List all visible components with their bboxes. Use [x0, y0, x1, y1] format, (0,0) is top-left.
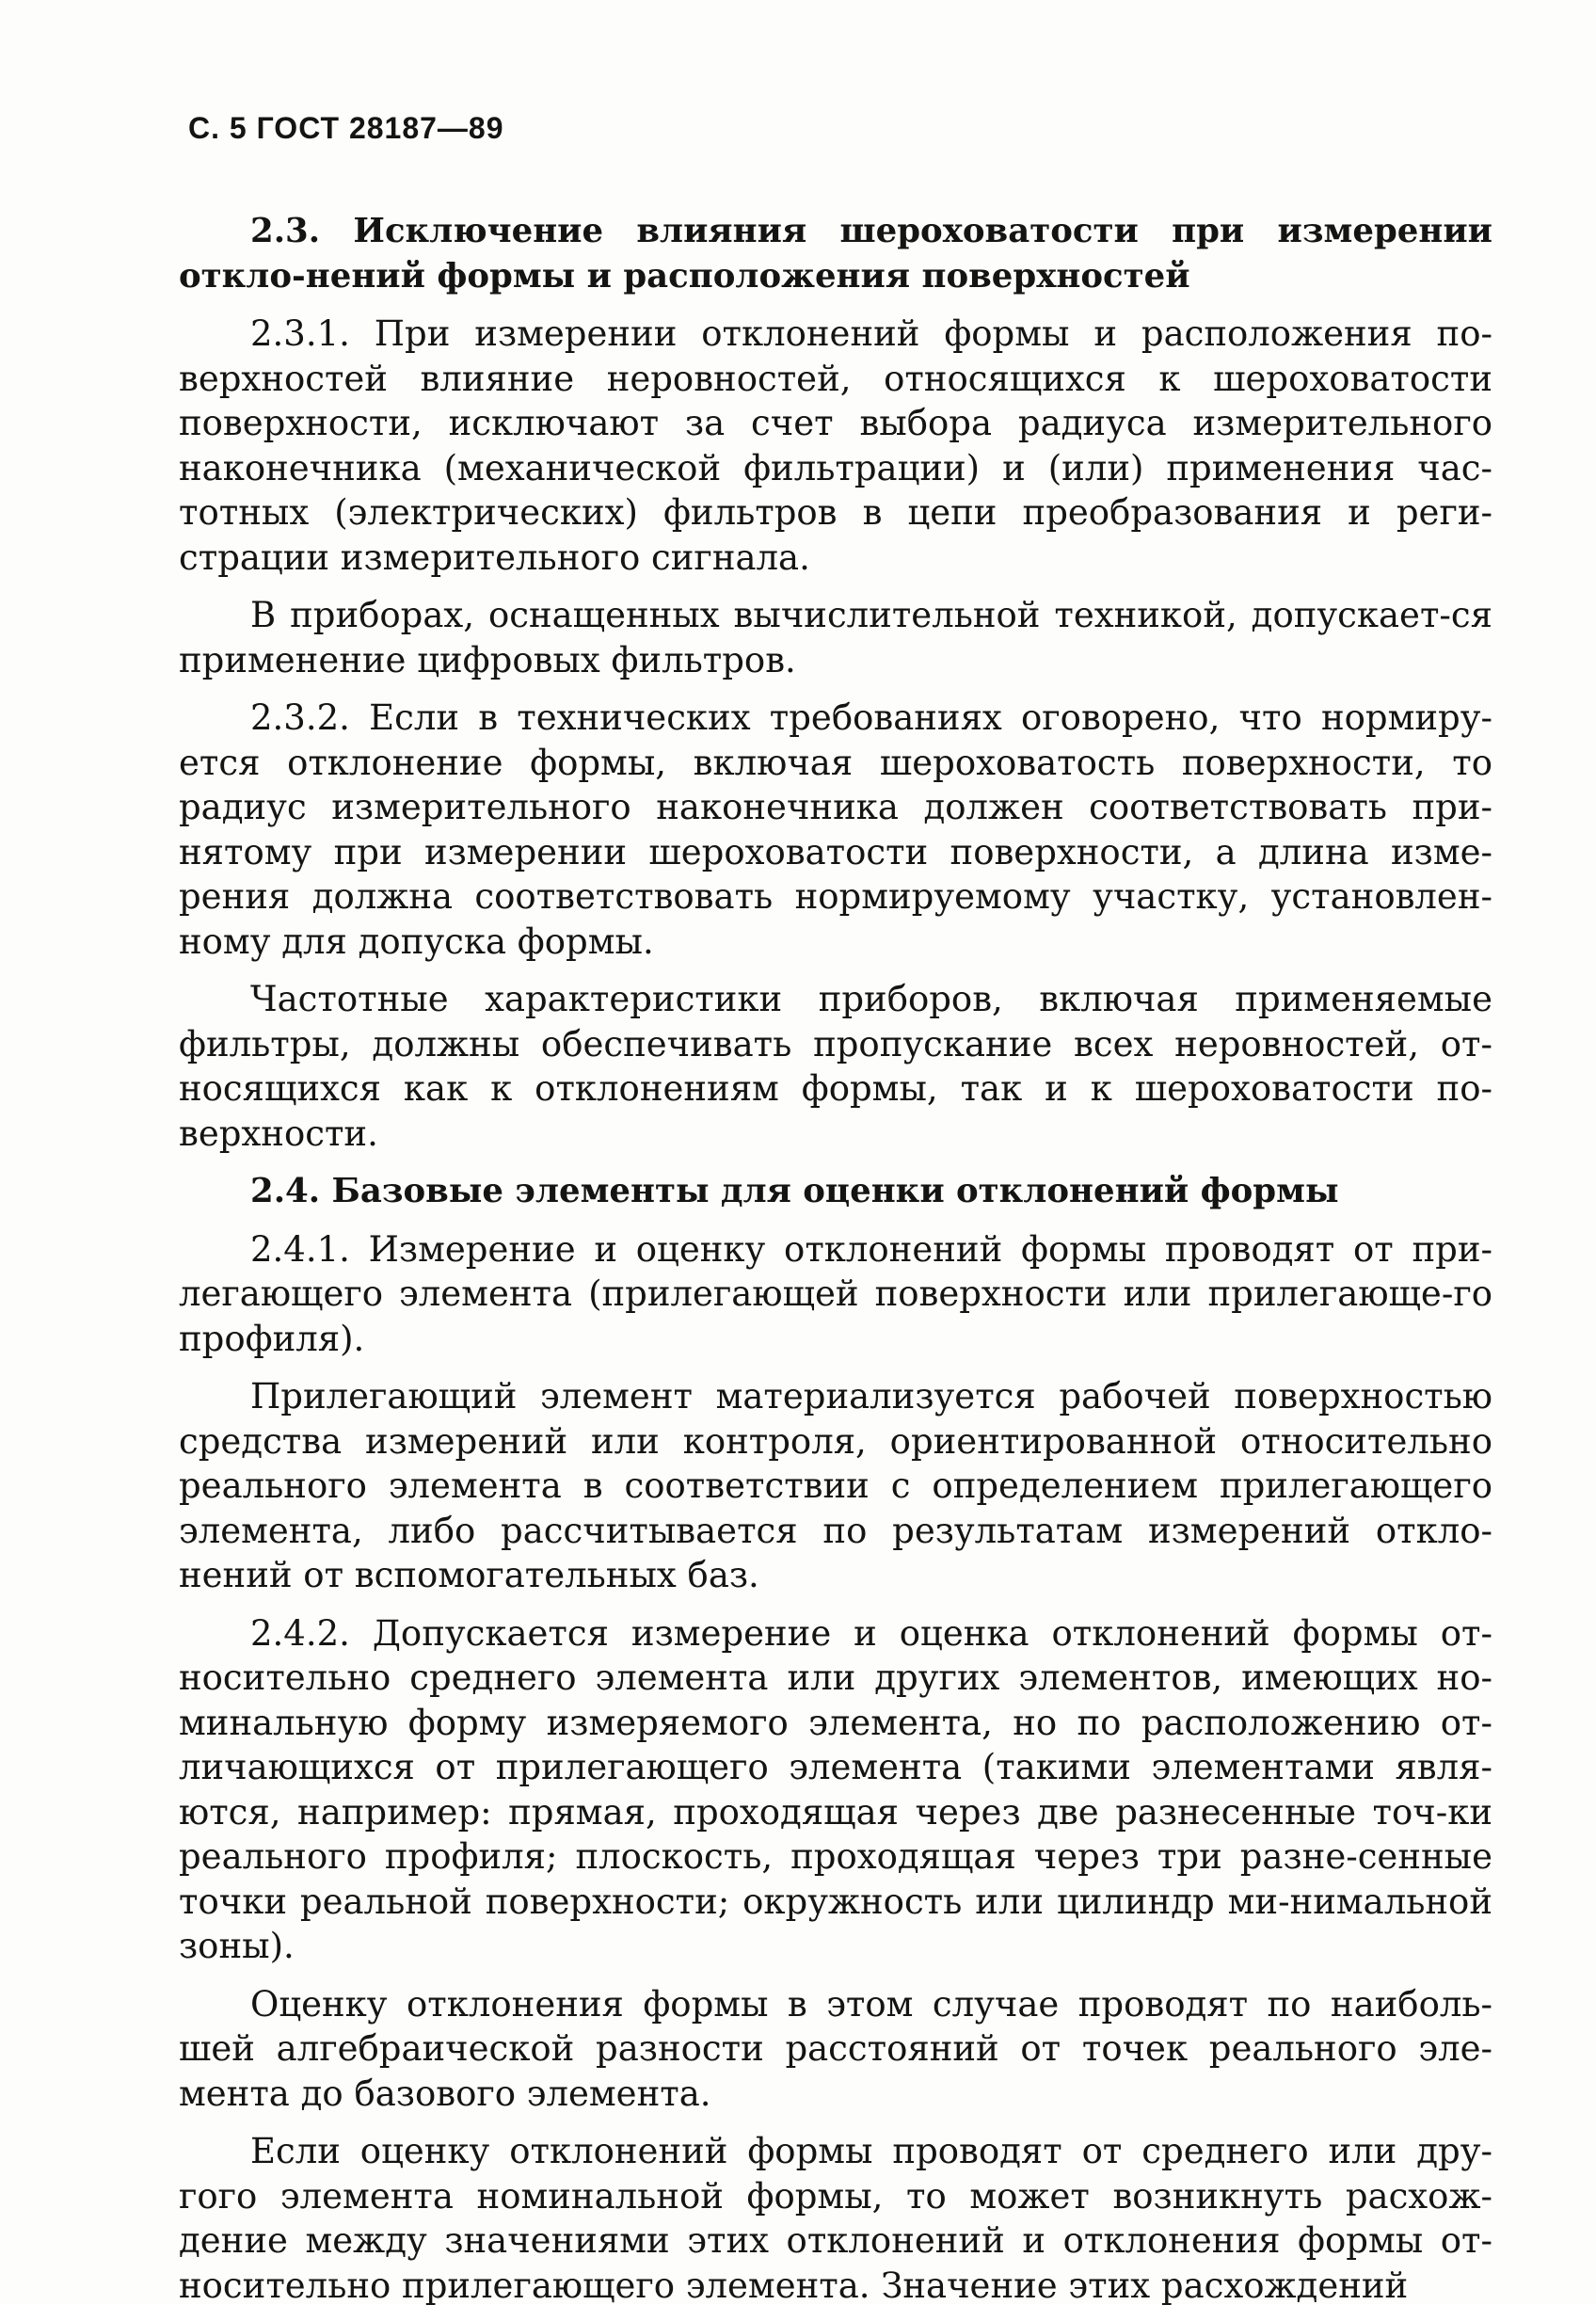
document-body: [179, 209, 1492, 2321]
section-heading-2-4: 2.4. Базовые элементы для оценки отклонений формы: [250, 1172, 1339, 1210]
paragraph-2-4-1: 2.4.1. Измерение и оценку отклонений формы проводят от при-легающего элемента (прилегающей поверхности или прилегающе-го профиля).: [179, 1228, 1492, 1359]
paragraph-2-3-1: 2.3.1. При измерении отклонений формы и расположения по-верхностей влияние неровностей, относящихся к шероховатости поверхности, исключают за счет выбора радиуса измерительного наконечника (механической фильтрации) и (или) применения час-тотных (электрических) фильтров в цепи преобразования и реги-страции измерительного сигнала.: [179, 313, 1492, 578]
paragraph-adjacent-element: Прилегающий элемент материализуется рабочей поверхностью средства измерений или контроля, ориентированной относительно реального элемента в соответствии с определением прилегающего элемента, либо рассчитывается по результатам измерений откло-нений от вспомогательных баз.: [179, 1376, 1492, 1595]
paragraph-2-4-2: 2.4.2. Допускается измерение и оценка отклонений формы от-носительно среднего элемента или других элементов, имеющих но-минальную форму измеряемого элемента, но по расположению от-личающихся от прилегающего элемента (такими элементами явля-ются, например: прямая, проходящая через две разнесенные точ-ки реального профиля; плоскость, проходящая через три разне-сенные точки реальной поверхности; окружность или цилиндр ми-нимальной зоны).: [179, 1612, 1492, 1966]
paragraph-digital-filters: В приборах, оснащенных вычислительной техникой, допускает-ся применение цифровых фильтров.: [179, 595, 1492, 680]
paragraph-2-3-2: 2.3.2. Если в технических требованиях оговорено, что нормиру-ется отклонение формы, включая шероховатость поверхности, то радиус измерительного наконечника должен соответствовать при-нятому при измерении шероховатости поверхности, а длина изме-рения должна соответствовать нормируемому участку, установлен-ному для допуска формы.: [179, 697, 1492, 962]
paragraph-discrepancy: Если оценку отклонений формы проводят от среднего или дру-гого элемента номинальной формы, то может возникнуть расхож-дение между значениями этих отклонений и отклонения формы от-носительно прилегающего элемента. Значение этих расхождений: [179, 2131, 1492, 2306]
paragraph-frequency-characteristics: Частотные характеристики приборов, включая применяемые фильтры, должны обеспечивать пропускание всех неровностей, от-носящихся как к отклонениям формы, так и к шероховатости по-верхности.: [179, 979, 1492, 1154]
page-header: С. 5 ГОСТ 28187—89: [188, 111, 504, 145]
section-heading-2-3: 2.3. Исключение влияния шероховатости при измерении откло-нений формы и расположения поверхностей: [179, 212, 1492, 296]
paragraph-deviation-assessment: Оценку отклонения формы в этом случае проводят по наиболь-шей алгебраической разности расстояний от точек реального эле-мента до базового элемента.: [179, 1983, 1492, 2114]
